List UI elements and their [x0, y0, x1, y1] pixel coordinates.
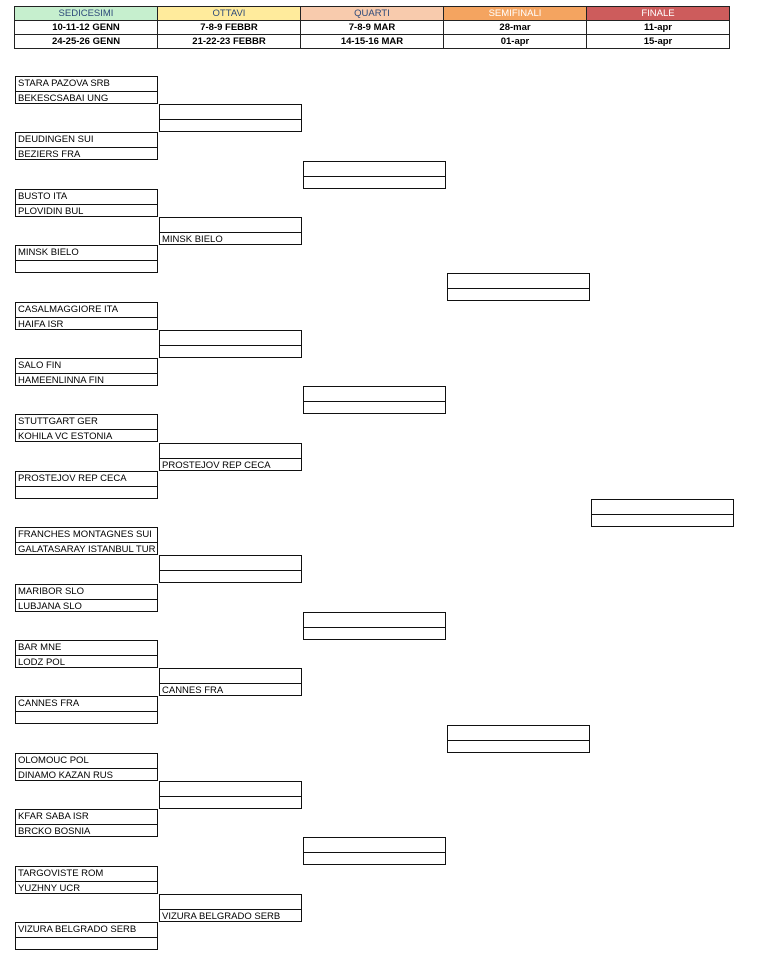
empty-slot	[160, 105, 301, 119]
sedicesimi-match	[15, 809, 158, 837]
ottavi-match	[159, 104, 302, 132]
team-name: STUTTGART GER	[18, 416, 98, 427]
empty-slot	[160, 570, 301, 584]
team-name: PROSTEJOV REP CECA	[18, 473, 127, 484]
empty-slot	[304, 162, 445, 176]
round-title-semifinali: SEMIFINALI	[444, 7, 587, 21]
team-name: HAMEENLINNA FIN	[16, 373, 157, 387]
team-name: FRANCHES MONTAGNES SUI	[18, 529, 152, 540]
team-name: VIZURA BELGRADO SERB	[18, 924, 137, 935]
team-name: BRCKO BOSNIA	[16, 824, 157, 838]
empty-slot	[304, 176, 445, 190]
empty-slot	[592, 514, 733, 528]
round-title-ottavi: OTTAVI	[158, 7, 301, 21]
empty-slot	[16, 486, 157, 500]
team-name: HAIFA ISR	[16, 317, 157, 331]
second-leg-date: 14-15-16 MAR	[301, 35, 444, 49]
first-leg-dates-row	[15, 21, 730, 35]
sedicesimi-match	[15, 471, 158, 499]
team-name: MARIBOR SLO	[18, 586, 84, 597]
second-leg-date: 21-22-23 FEBBR	[158, 35, 301, 49]
quarti-match	[303, 386, 446, 414]
team-name: OLOMOUC POL	[18, 755, 89, 766]
sedicesimi-match	[15, 76, 158, 104]
team-name: DINAMO KAZAN RUS	[16, 768, 157, 782]
first-leg-date: 10-11-12 GENN	[15, 21, 158, 35]
empty-slot	[160, 895, 301, 909]
ottavi-match	[159, 781, 302, 809]
round-title-quarti: QUARTI	[301, 7, 444, 21]
team-name: CANNES FRA	[18, 698, 80, 709]
empty-slot	[160, 218, 301, 232]
round-titles-row	[15, 7, 730, 21]
quarti-match	[303, 161, 446, 189]
ottavi-match	[159, 668, 302, 696]
semifinali-match	[447, 725, 590, 753]
sedicesimi-match	[15, 922, 158, 950]
team-name: LUBJANA SLO	[16, 599, 157, 613]
empty-slot	[304, 387, 445, 401]
second-leg-date: 24-25-26 GENN	[15, 35, 158, 49]
empty-slot	[16, 937, 157, 951]
team-name: PLOVIDIN BUL	[16, 204, 157, 218]
sedicesimi-match	[15, 302, 158, 330]
semifinali-match	[447, 273, 590, 301]
team-name: GALATASARAY ISTANBUL TUR	[18, 544, 156, 555]
team-name: LODZ POL	[16, 655, 157, 669]
empty-slot	[160, 119, 301, 133]
round-title-finale: FINALE	[587, 7, 730, 21]
sedicesimi-match	[15, 414, 158, 442]
sedicesimi-match	[15, 527, 158, 555]
team-name: BUSTO ITA	[18, 191, 68, 202]
team-name: CASALMAGGIORE ITA	[18, 304, 119, 315]
team-name: BAR MNE	[18, 642, 62, 653]
empty-slot	[592, 500, 733, 514]
empty-slot	[16, 260, 157, 274]
sedicesimi-match	[15, 753, 158, 781]
ottavi-match	[159, 555, 302, 583]
schedule-header	[14, 6, 730, 49]
team-name: TARGOVISTE ROM	[18, 868, 104, 879]
first-leg-date: 7-8-9 MAR	[301, 21, 444, 35]
team-name: MINSK BIELO	[18, 247, 79, 258]
ottavi-match	[159, 443, 302, 471]
team-name: STARA PAZOVA SRB	[18, 78, 110, 89]
empty-slot	[304, 401, 445, 415]
quarti-match	[303, 837, 446, 865]
team-name: YUZHNY UCR	[16, 881, 157, 895]
team-name: BEKESCSABAI UNG	[16, 91, 157, 105]
ottavi-match	[159, 330, 302, 358]
ottavi-match	[159, 894, 302, 922]
first-leg-date: 11-apr	[587, 21, 730, 35]
quarti-match	[303, 612, 446, 640]
team-name: KFAR SABA ISR	[18, 811, 89, 822]
second-leg-date: 15-apr	[587, 35, 730, 49]
team-name: SALO FIN	[18, 360, 62, 371]
second-leg-date: 01-apr	[444, 35, 587, 49]
empty-slot	[160, 556, 301, 570]
sedicesimi-match	[15, 696, 158, 724]
first-leg-date: 7-8-9 FEBBR	[158, 21, 301, 35]
empty-slot	[160, 782, 301, 796]
empty-slot	[448, 274, 589, 288]
sedicesimi-match	[15, 866, 158, 894]
finale-match	[591, 499, 734, 527]
empty-slot	[304, 613, 445, 627]
team-name: KOHILA VC ESTONIA	[16, 429, 157, 443]
ottavi-match	[159, 217, 302, 245]
team-name: DEUDINGEN SUI	[18, 134, 94, 145]
empty-slot	[304, 838, 445, 852]
empty-slot	[448, 740, 589, 754]
first-leg-date: 28-mar	[444, 21, 587, 35]
team-name: VIZURA BELGRADO SERB	[160, 909, 301, 923]
empty-slot	[160, 669, 301, 683]
team-name: MINSK BIELO	[160, 232, 301, 246]
sedicesimi-match	[15, 358, 158, 386]
empty-slot	[160, 331, 301, 345]
second-leg-dates-row	[15, 35, 730, 49]
empty-slot	[16, 711, 157, 725]
sedicesimi-match	[15, 640, 158, 668]
empty-slot	[304, 627, 445, 641]
round-title-sedicesimi: SEDICESIMI	[15, 7, 158, 21]
team-name: PROSTEJOV REP CECA	[160, 458, 301, 472]
empty-slot	[160, 345, 301, 359]
sedicesimi-match	[15, 189, 158, 217]
team-name: BEZIERS FRA	[16, 147, 157, 161]
team-name: CANNES FRA	[160, 683, 301, 697]
empty-slot	[304, 852, 445, 866]
sedicesimi-match	[15, 245, 158, 273]
sedicesimi-match	[15, 584, 158, 612]
empty-slot	[448, 288, 589, 302]
sedicesimi-match	[15, 132, 158, 160]
empty-slot	[448, 726, 589, 740]
empty-slot	[160, 444, 301, 458]
empty-slot	[160, 796, 301, 810]
